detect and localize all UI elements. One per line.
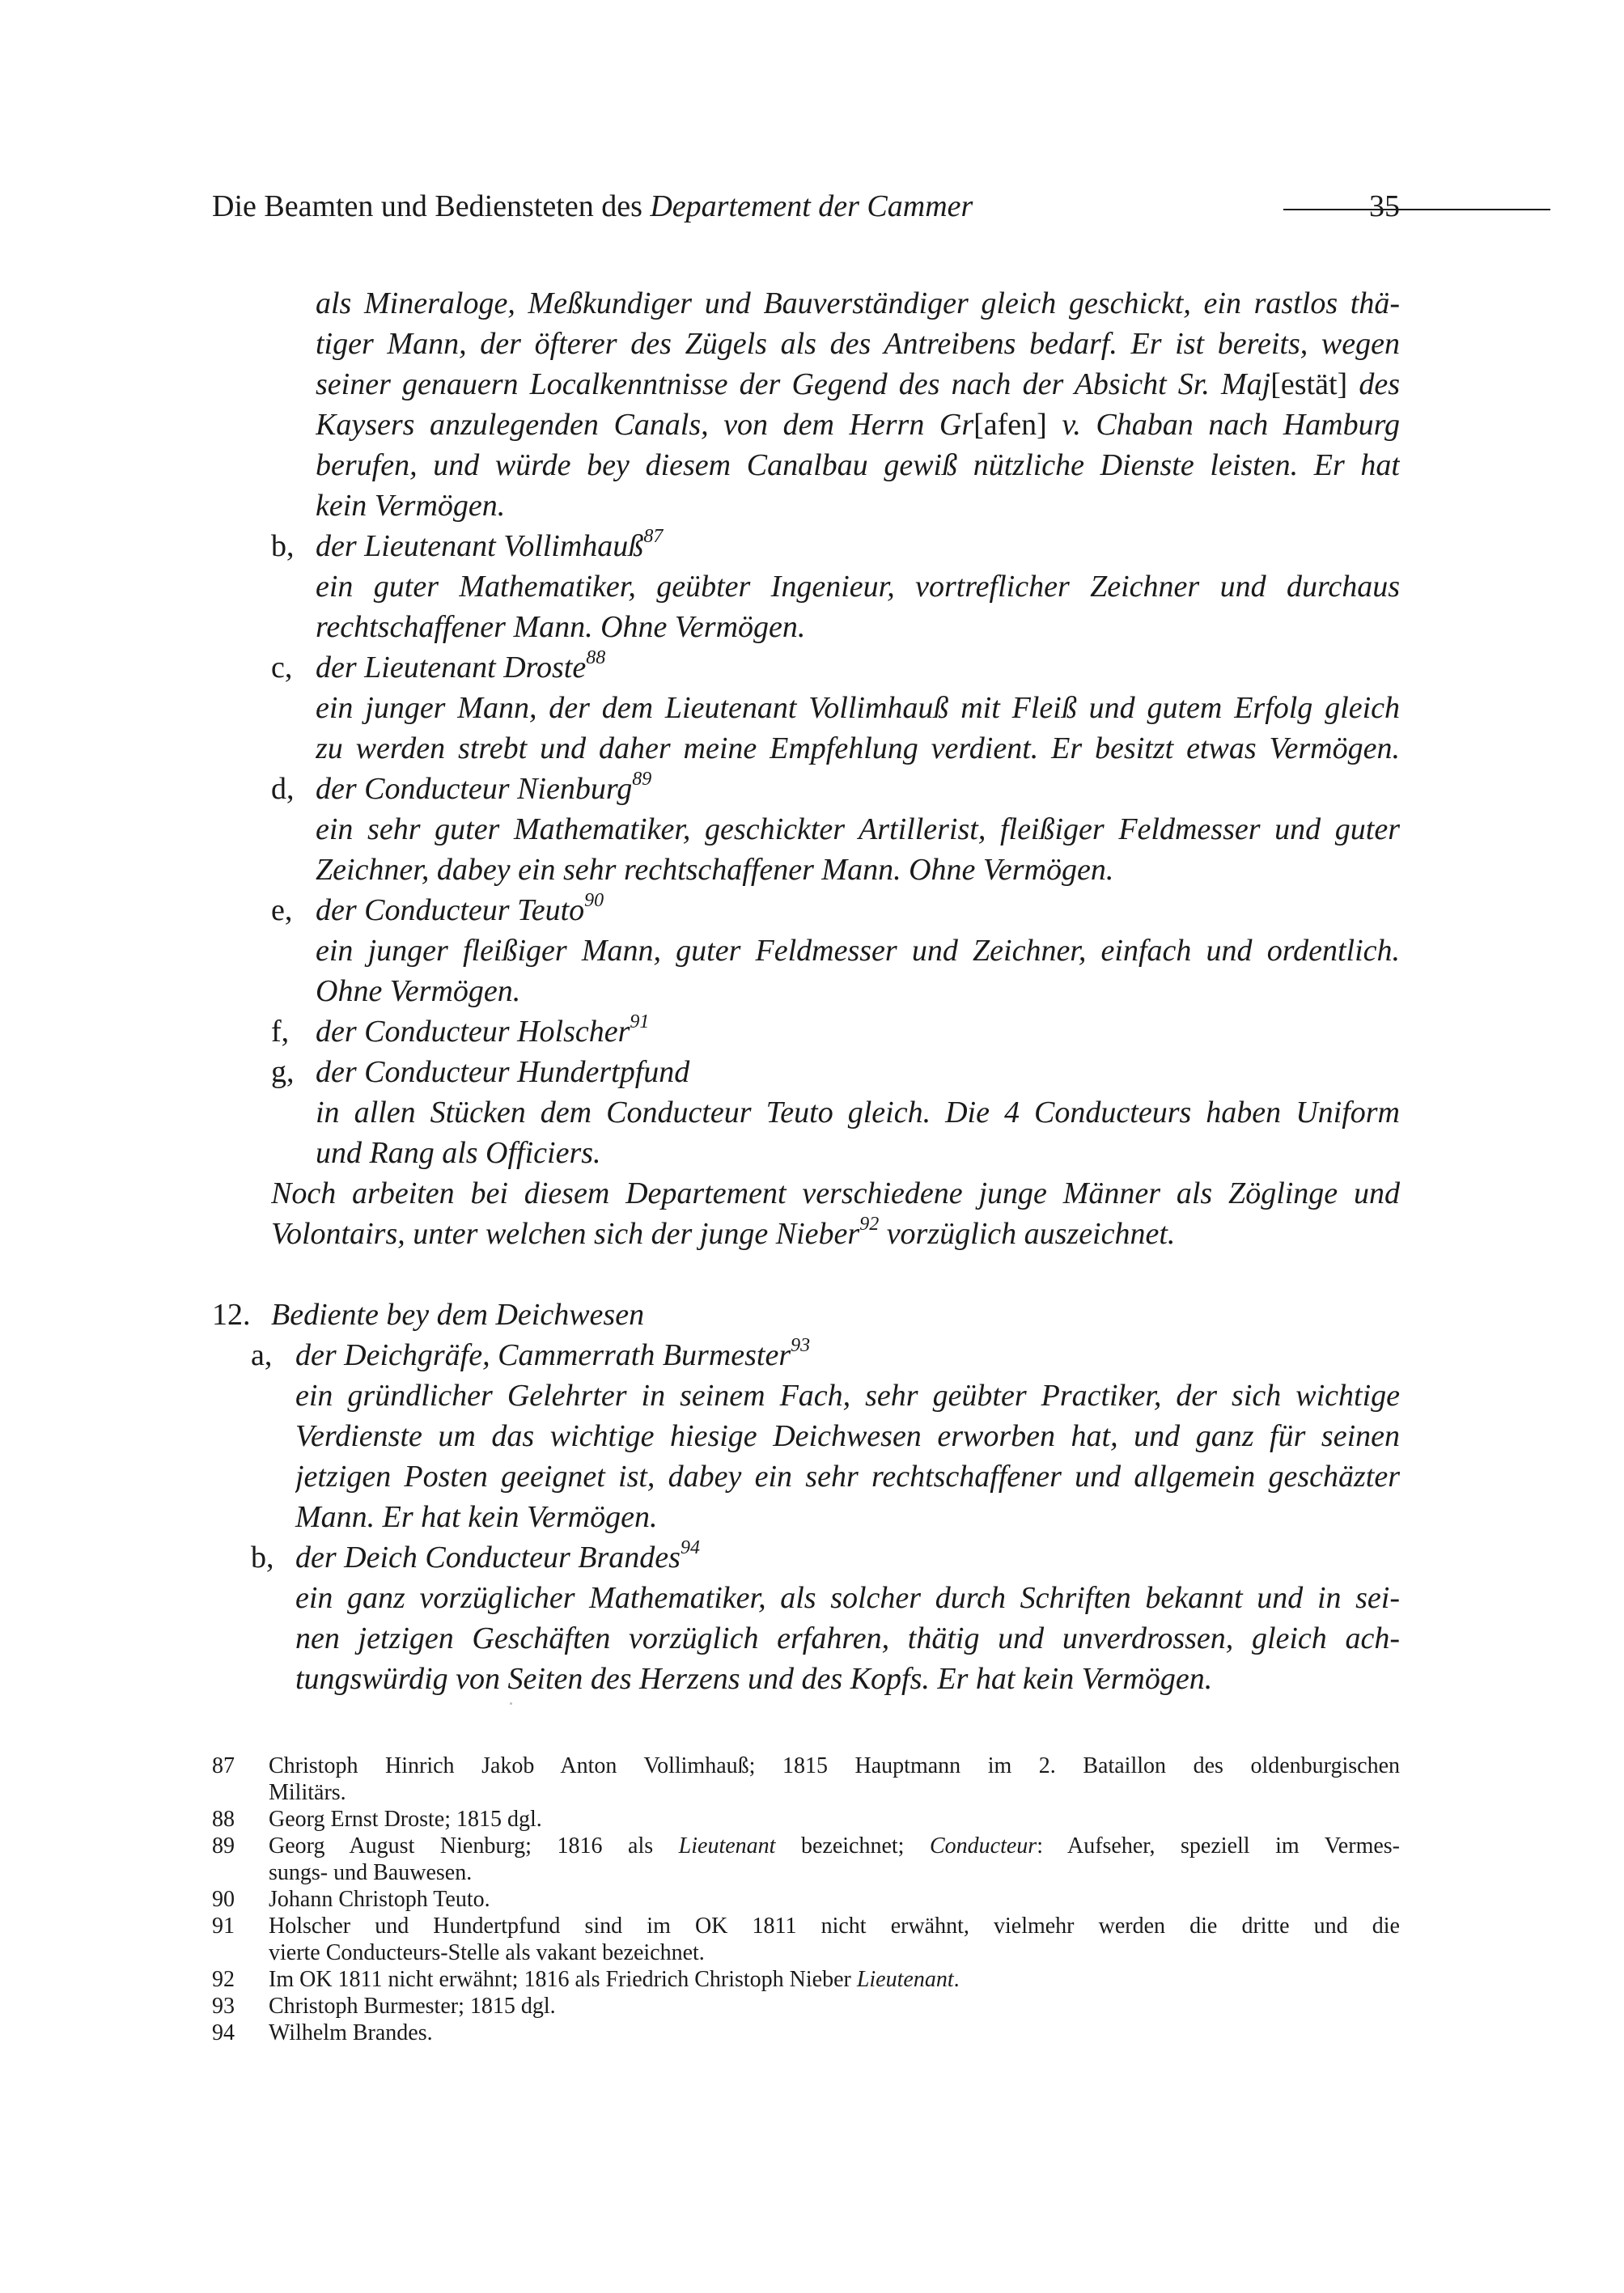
text-line: Kaysers anzulegenden Canals, von dem Herrn Gr[afen] v. Chaban nach Hamburg: [316, 408, 1400, 442]
text-line: ein guter Mathematiker, geübter Ingenieur, vortreflicher Zeichner und durchaus: [316, 570, 1400, 604]
footnote-text: Wilhelm Brandes.: [269, 2020, 433, 2045]
header-title: [212, 184, 973, 228]
header-title-plain: Die Beamten und Bediensteten des: [212, 189, 651, 223]
list-letter: c,: [271, 651, 293, 685]
footnote-ref: 89: [632, 769, 652, 790]
footnote-ref: 88: [586, 647, 606, 668]
text-line: Zeichner, dabey ein sehr rechtschaffener Mann. Ohne Vermögen.: [316, 853, 1114, 887]
footnote-ref: 92: [859, 1214, 880, 1235]
footnote-text: Christoph Burmester; 1815 dgl.: [269, 1994, 556, 2019]
list-letter: a,: [251, 1338, 273, 1372]
footnote-text: Militärs.: [269, 1780, 346, 1805]
footnote-number: 93: [212, 1994, 235, 2019]
footnote-number: 89: [212, 1833, 235, 1859]
text-line: Volontairs, unter welchen sich der junge Nieber$^{92}$ vorzüglich auszeichnet.: [271, 1214, 1176, 1251]
list-letter: e,: [271, 893, 293, 927]
text-line: ein sehr guter Mathematiker, geschickter Artillerist, fleißiger Feldmesser und guter: [316, 812, 1400, 846]
text-line: nen jetzigen Geschäften vorzüglich erfahren, thätig und unverdrossen, gleich ach-: [295, 1621, 1400, 1655]
text-line: ein ganz vorzüglicher Mathematiker, als solcher durch Schriften bekannt und in sei-: [295, 1581, 1400, 1615]
text-line: in allen Stücken dem Conducteur Teuto gleich. Die 4 Conducteurs haben Uniform: [316, 1096, 1400, 1130]
footnote-text: Georg Ernst Droste; 1815 dgl.: [269, 1807, 542, 1832]
footnote-text: sungs- und Bauwesen.: [269, 1860, 473, 1885]
list-letter: f,: [271, 1015, 290, 1049]
footnote-number: 92: [212, 1967, 235, 1992]
text-line: und Rang als Officiers.: [316, 1136, 601, 1170]
text-line: tiger Mann, der öfterer des Zügels als des Antreibens bedarf. Er ist bereits, wegen: [316, 327, 1400, 361]
text-line: seiner genauern Localkenntnisse der Gegend des nach der Absicht Sr. Maj[estät] des: [316, 367, 1400, 401]
header-title-italic: Departement der Cammer: [650, 189, 973, 223]
section-title: Bediente bey dem Deichwesen: [271, 1298, 645, 1332]
footnote-number: 87: [212, 1753, 235, 1778]
list-letter: b,: [271, 529, 295, 563]
footnote-text: Christoph Hinrich Jakob Anton Vollimhauß; 1815 Hauptmann im 2. Bataillon des oldenburgischen: [269, 1753, 1400, 1778]
text-line: zu werden strebt und daher meine Empfehlung verdient. Er besitzt etwas Vermögen.: [316, 731, 1400, 765]
text-line: Mann. Er hat kein Vermögen.: [295, 1500, 658, 1534]
text-line: berufen, und würde bey diesem Canalbau gewiß nützliche Dienste leisten. Er hat: [316, 448, 1400, 482]
footnote-text: Holscher und Hundertpfund sind im OK 1811 nicht erwähnt, vielmehr werden die dritte und die: [269, 1914, 1400, 1939]
list-item-name: der Lieutenant Droste$^{88}$: [316, 647, 606, 685]
list-item-name: der Deichgräfe, Cammerrath Burmester$^{93}$: [295, 1335, 811, 1372]
scan-speck: [510, 1702, 512, 1705]
footnote-text: Im OK 1811 nicht erwähnt; 1816 als Friedrich Christoph Nieber Lieutenant.: [269, 1967, 960, 1992]
list-item-name: der Conducteur Nienburg$^{89}$: [316, 769, 652, 806]
list-item-name: der Deich Conducteur Brandes$^{94}$: [295, 1537, 700, 1575]
list-item-name: der Lieutenant Vollimhauß$^{87}$: [316, 526, 664, 563]
running-header: [212, 184, 1400, 228]
text-line: jetzigen Posten geeignet ist, dabey ein sehr rechtschaffener und allgemein geschäzter: [295, 1460, 1400, 1494]
footnote-number: 90: [212, 1887, 235, 1912]
footnote-ref: 90: [584, 890, 604, 911]
list-item-name: der Conducteur Holscher$^{91}$: [316, 1011, 650, 1049]
footnote-ref: 91: [630, 1011, 650, 1032]
text-line: rechtschaffener Mann. Ohne Vermögen.: [316, 610, 806, 644]
footnote-text: vierte Conducteurs-Stelle als vakant bezeichnet.: [269, 1940, 705, 1965]
text-line: kein Vermögen.: [316, 489, 506, 523]
footnote-number: 91: [212, 1914, 235, 1939]
list-letter: d,: [271, 772, 295, 806]
text-line: ein junger Mann, der dem Lieutenant Vollimhauß mit Fleiß und gutem Erfolg gleich: [316, 691, 1400, 725]
text-line: ein gründlicher Gelehrter in seinem Fach, sehr geübter Practiker, der sich wichtige: [295, 1379, 1400, 1413]
footnote-ref: 93: [791, 1335, 811, 1356]
list-item-name: der Conducteur Hundertpfund: [316, 1055, 690, 1089]
text-line: als Mineraloge, Meßkundiger und Bauverständiger gleich geschickt, ein rastlos thä-: [316, 286, 1400, 320]
list-letter: b,: [251, 1541, 274, 1575]
text-line: Verdienste um das wichtige hiesige Deichwesen erworben hat, und ganz für seinen: [295, 1419, 1400, 1453]
footnote-text: Georg August Nienburg; 1816 als Lieutenant bezeichnet; Conducteur: Aufseher, speziell im Vermes-: [269, 1833, 1400, 1859]
text-line: ein junger fleißiger Mann, guter Feldmesser und Zeichner, einfach und ordentlich.: [316, 934, 1400, 968]
list-item-name: der Conducteur Teuto$^{90}$: [316, 890, 604, 927]
section-number: 12.: [212, 1298, 251, 1332]
footnote-text: Johann Christoph Teuto.: [269, 1887, 490, 1912]
footnote-ref: 87: [643, 526, 664, 547]
list-letter: g,: [271, 1055, 295, 1089]
text-line: tungswürdig von Seiten des Herzens und des Kopfs. Er hat kein Vermögen.: [295, 1662, 1213, 1696]
text-line: Ohne Vermögen.: [316, 974, 521, 1008]
footnote-number: 94: [212, 2020, 235, 2045]
page-number: 35: [1369, 189, 1400, 223]
footnote-ref: 94: [680, 1537, 700, 1558]
footnote-number: 88: [212, 1807, 235, 1832]
header-rule: [1283, 209, 1550, 210]
text-line: Noch arbeiten bei diesem Departement verschiedene junge Männer als Zöglinge und: [271, 1176, 1400, 1210]
